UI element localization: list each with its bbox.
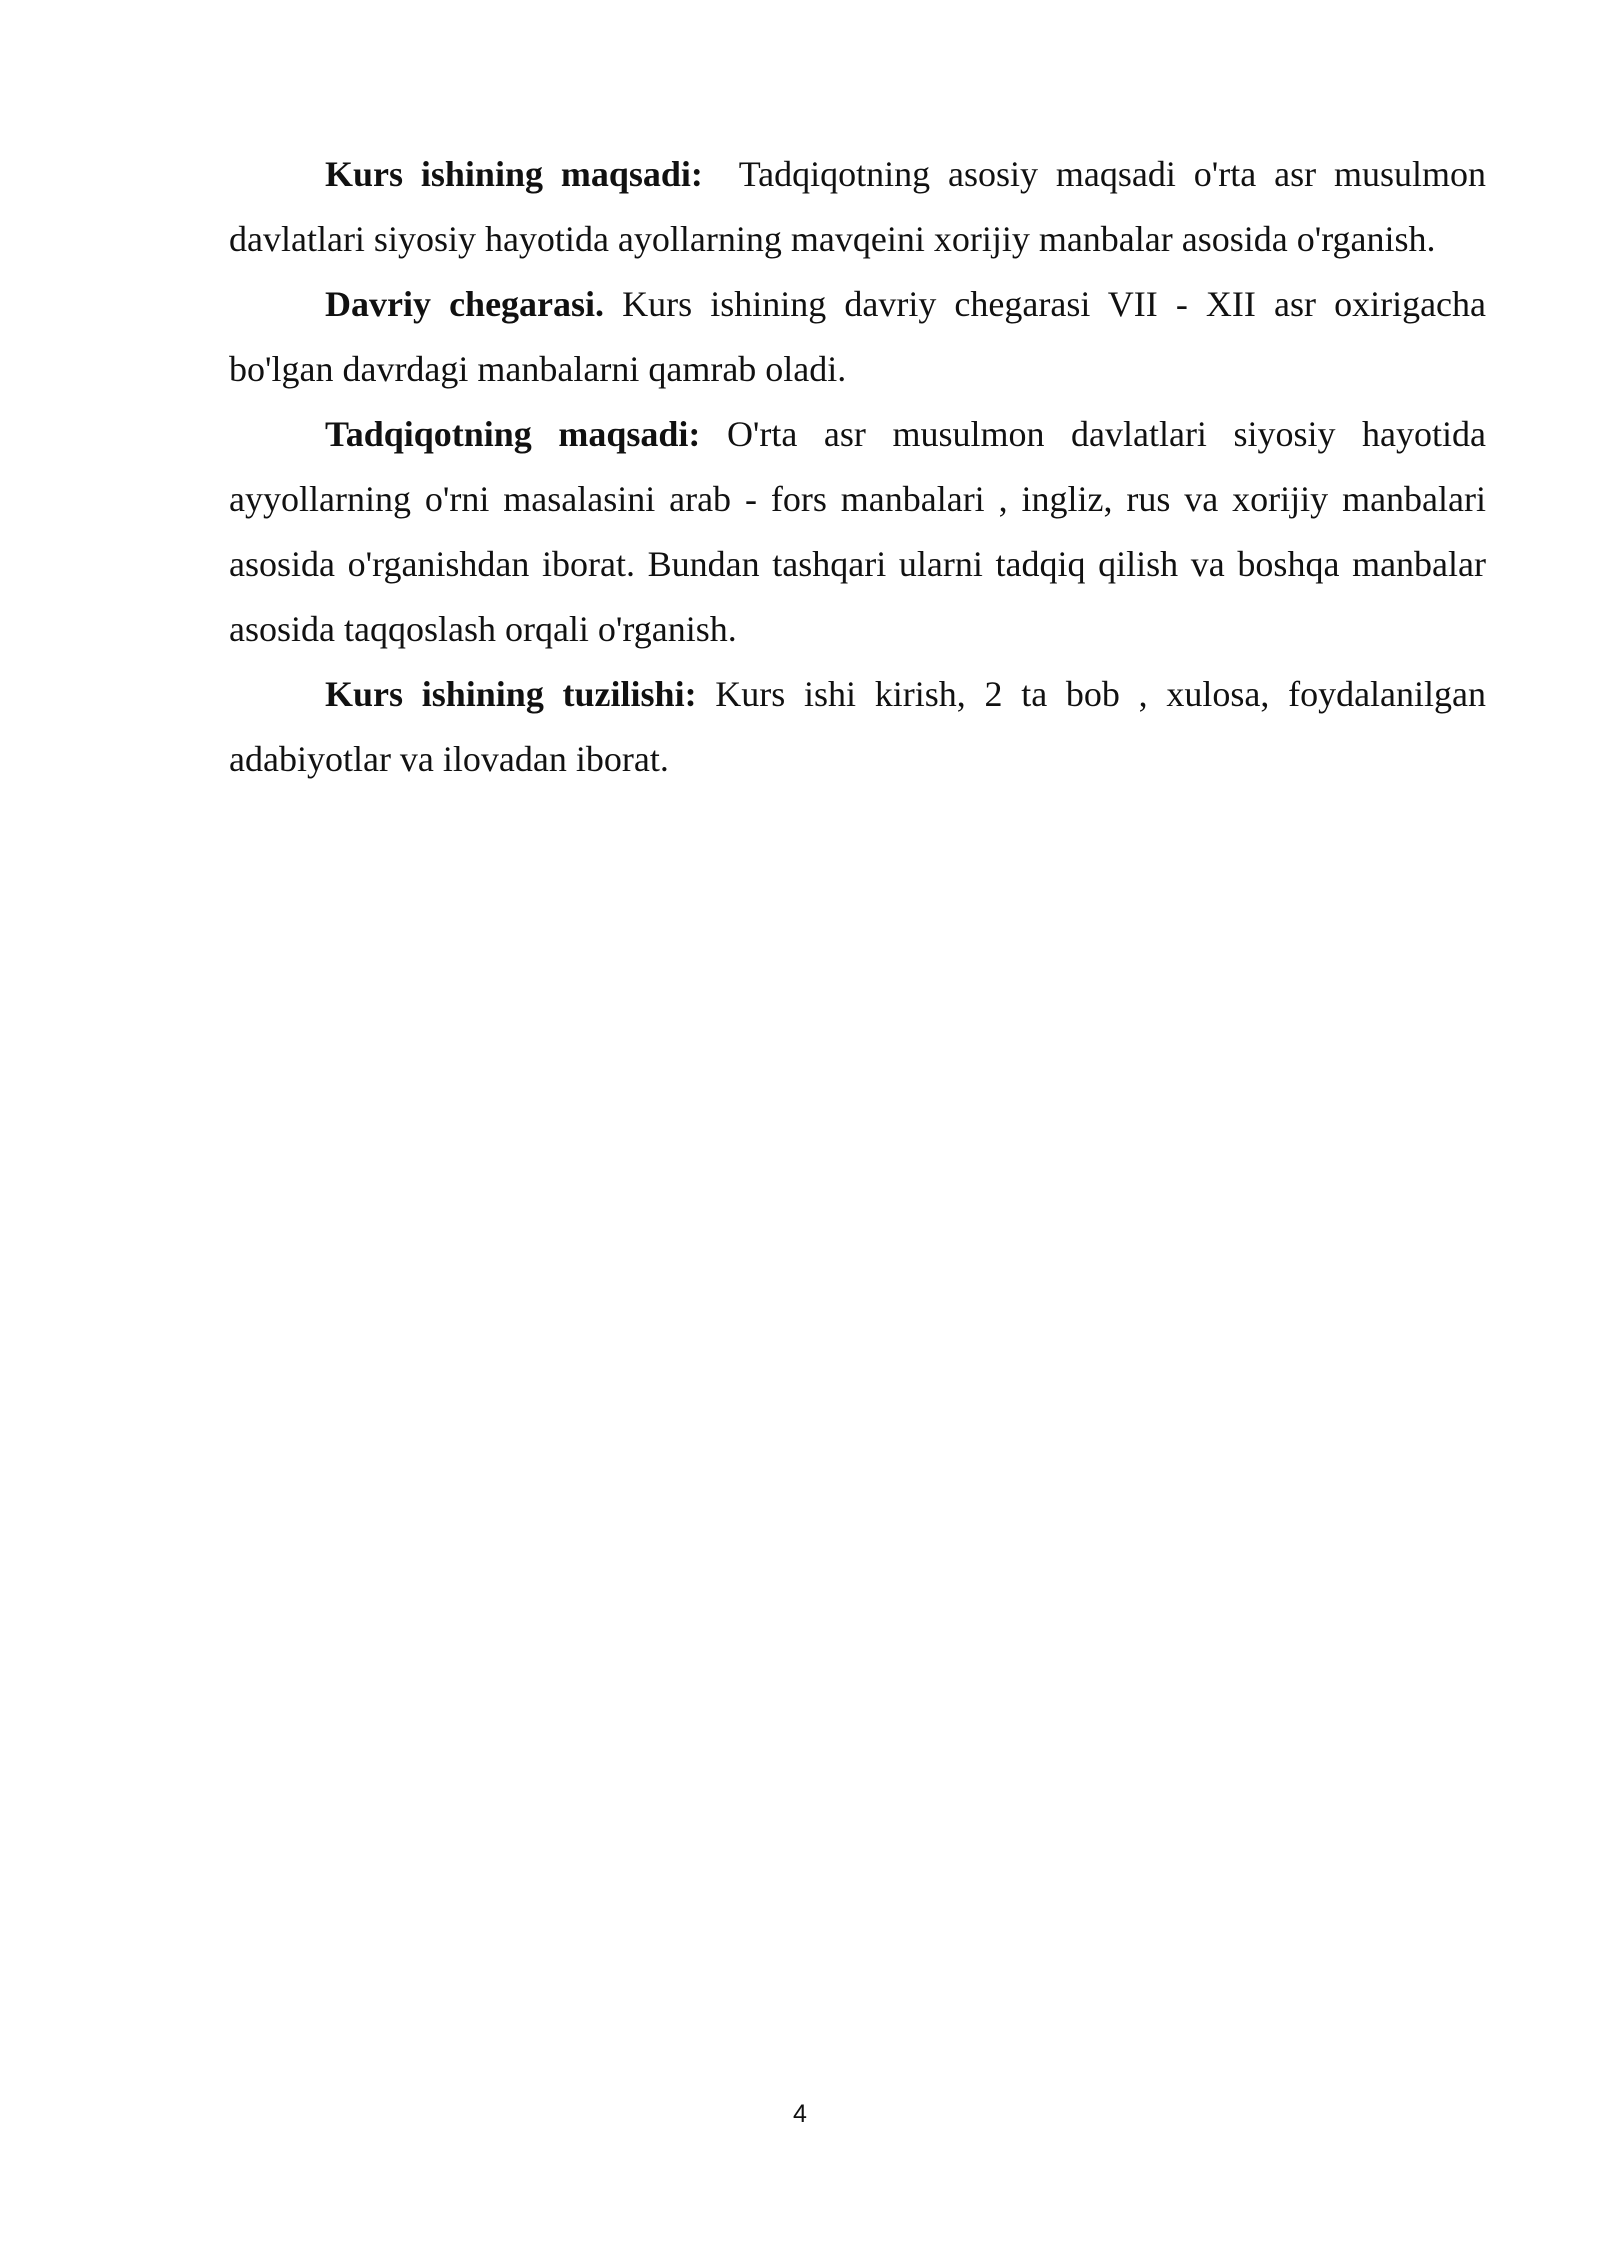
paragraph-text: Tadqiqotning asosiy maqsadi o'rta asr musulmon davlatlari siyosiy hayotida ayollarning mavqeini xorijiy manbalar asosida o'rganish. [229, 154, 1487, 259]
paragraph-heading: Davriy chegarasi. [325, 284, 605, 324]
paragraph-heading: Kurs ishining maqsadi: [325, 154, 703, 194]
paragraph-text: Kurs ishining davriy chegarasi VII - XII asr oxirigacha bo'lgan davrdagi manbalarni qamrab oladi. [229, 284, 1487, 389]
paragraph-research-goal [229, 402, 1486, 662]
paragraph-text: Kurs ishi kirish, 2 ta bob , xulosa, foydalanilgan adabiyotlar va ilovadan iborat. [229, 674, 1487, 779]
paragraph-heading: Tadqiqotning maqsadi: [325, 414, 701, 454]
document-body [229, 142, 1486, 792]
page-number: 4 [793, 2100, 807, 2128]
paragraph-text: O'rta asr musulmon davlatlari siyosiy hayotida ayyollarning o'rni masalasini arab - fors manbalari , ingliz, rus va xorijiy manbalari asosida o'rganishdan iborat. Bundan tashqari ularni tadqiq qilish va boshqa manbalar asosida taqqoslash orqali o'rganish. [229, 414, 1486, 649]
paragraph-time-period [229, 272, 1486, 402]
paragraph-structure [229, 662, 1486, 792]
paragraph-course-goal [229, 142, 1486, 272]
paragraph-heading: Kurs ishining tuzilishi: [325, 674, 697, 714]
